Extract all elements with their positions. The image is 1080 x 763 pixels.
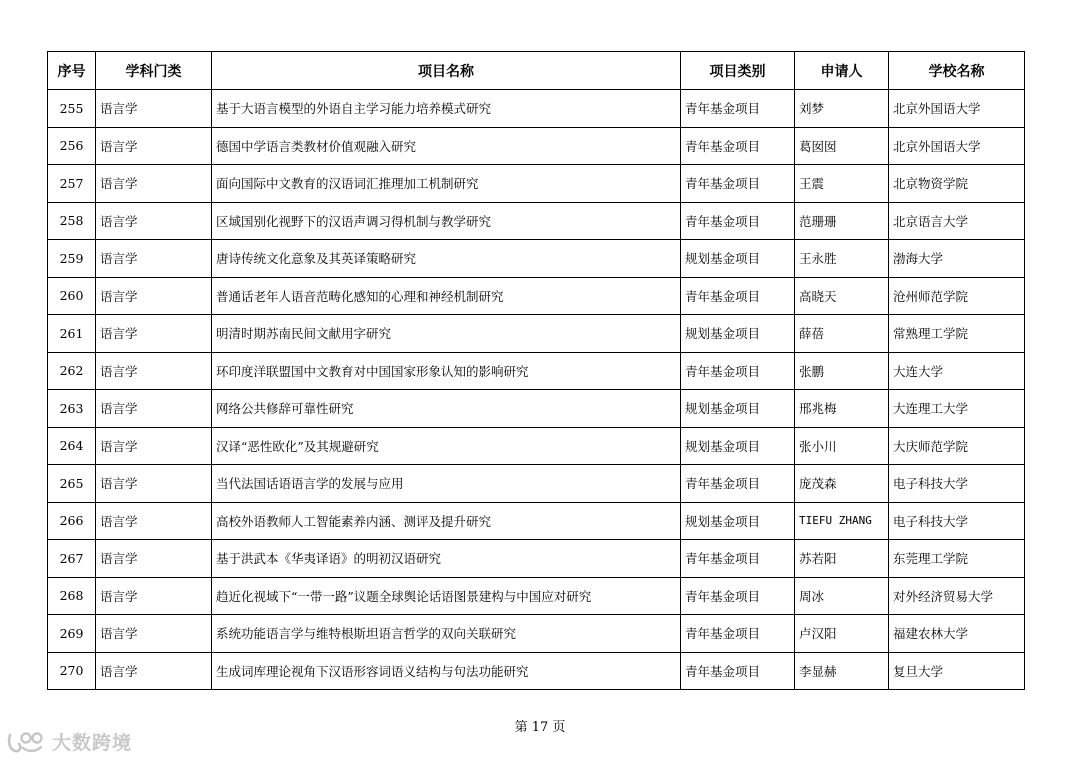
cell-seq: 259 [48, 240, 96, 278]
table-row [48, 427, 1025, 465]
cell-project-category: 青年基金项目 [681, 165, 795, 203]
cell-school-name: 大连理工大学 [889, 390, 1025, 428]
cell-seq: 270 [48, 652, 96, 690]
cell-seq: 257 [48, 165, 96, 203]
header-school-name: 学校名称 [889, 52, 1025, 90]
cell-applicant: 周冰 [795, 577, 889, 615]
table-row [48, 390, 1025, 428]
table-row [48, 652, 1025, 690]
header-discipline: 学科门类 [96, 52, 212, 90]
cell-project-category: 青年基金项目 [681, 352, 795, 390]
cell-school-name: 东莞理工学院 [889, 540, 1025, 578]
cell-project-category: 青年基金项目 [681, 652, 795, 690]
cell-applicant: 葛囡囡 [795, 127, 889, 165]
cell-seq: 260 [48, 277, 96, 315]
cell-school-name: 大连大学 [889, 352, 1025, 390]
cell-discipline: 语言学 [96, 465, 212, 503]
cell-school-name: 沧州师范学院 [889, 277, 1025, 315]
cell-applicant: 薛蓓 [795, 315, 889, 353]
header-project-name: 项目名称 [212, 52, 681, 90]
cell-school-name: 北京外国语大学 [889, 127, 1025, 165]
cell-discipline: 语言学 [96, 615, 212, 653]
watermark-text: 大数跨境 [52, 732, 133, 754]
header-applicant: 申请人 [795, 52, 889, 90]
table-body [48, 90, 1025, 690]
cell-seq: 255 [48, 90, 96, 128]
watermark [6, 728, 132, 755]
table-row [48, 202, 1025, 240]
cell-project-category: 青年基金项目 [681, 465, 795, 503]
cell-project-name: 当代法国话语语言学的发展与应用 [212, 465, 681, 503]
cell-discipline: 语言学 [96, 202, 212, 240]
cell-seq: 262 [48, 352, 96, 390]
cell-project-name: 环印度洋联盟国中文教育对中国国家形象认知的影响研究 [212, 352, 681, 390]
cell-school-name: 电子科技大学 [889, 465, 1025, 503]
cell-project-category: 青年基金项目 [681, 540, 795, 578]
cell-applicant: 邢兆梅 [795, 390, 889, 428]
cell-discipline: 语言学 [96, 315, 212, 353]
cell-seq: 267 [48, 540, 96, 578]
table-row [48, 577, 1025, 615]
table-row [48, 540, 1025, 578]
cell-project-category: 青年基金项目 [681, 127, 795, 165]
cell-discipline: 语言学 [96, 127, 212, 165]
cell-seq: 263 [48, 390, 96, 428]
cell-project-name: 汉译“恶性欧化”及其规避研究 [212, 427, 681, 465]
cell-applicant: 王永胜 [795, 240, 889, 278]
cell-discipline: 语言学 [96, 240, 212, 278]
cell-project-category: 规划基金项目 [681, 390, 795, 428]
cell-discipline: 语言学 [96, 652, 212, 690]
cell-applicant: 苏若阳 [795, 540, 889, 578]
cell-project-name: 面向国际中文教育的汉语词汇推理加工机制研究 [212, 165, 681, 203]
cell-project-category: 青年基金项目 [681, 615, 795, 653]
cell-school-name: 福建农林大学 [889, 615, 1025, 653]
cell-project-category: 规划基金项目 [681, 502, 795, 540]
cell-project-name: 系统功能语言学与维特根斯坦语言哲学的双向关联研究 [212, 615, 681, 653]
cell-applicant: 范珊珊 [795, 202, 889, 240]
cell-seq: 258 [48, 202, 96, 240]
cell-discipline: 语言学 [96, 165, 212, 203]
cell-discipline: 语言学 [96, 90, 212, 128]
brand-logo-icon [6, 729, 46, 755]
cell-project-name: 网络公共修辞可靠性研究 [212, 390, 681, 428]
table-row [48, 240, 1025, 278]
cell-seq: 266 [48, 502, 96, 540]
cell-discipline: 语言学 [96, 427, 212, 465]
cell-school-name: 渤海大学 [889, 240, 1025, 278]
cell-seq: 265 [48, 465, 96, 503]
project-list-table [47, 51, 1025, 690]
cell-applicant: 卢汉阳 [795, 615, 889, 653]
cell-seq: 269 [48, 615, 96, 653]
cell-school-name: 对外经济贸易大学 [889, 577, 1025, 615]
cell-applicant: 张小川 [795, 427, 889, 465]
cell-applicant: 刘梦 [795, 90, 889, 128]
cell-project-category: 规划基金项目 [681, 427, 795, 465]
table-row [48, 615, 1025, 653]
cell-seq: 256 [48, 127, 96, 165]
cell-school-name: 常熟理工学院 [889, 315, 1025, 353]
cell-applicant: 高晓天 [795, 277, 889, 315]
table-row [48, 502, 1025, 540]
cell-project-name: 普通话老年人语音范畴化感知的心理和神经机制研究 [212, 277, 681, 315]
table-row [48, 90, 1025, 128]
cell-applicant: TIEFU ZHANG [795, 502, 889, 540]
cell-project-name: 德国中学语言类教材价值观融入研究 [212, 127, 681, 165]
cell-school-name: 北京物资学院 [889, 165, 1025, 203]
cell-discipline: 语言学 [96, 502, 212, 540]
cell-school-name: 北京外国语大学 [889, 90, 1025, 128]
table-row [48, 465, 1025, 503]
cell-seq: 268 [48, 577, 96, 615]
table-header-row [48, 52, 1025, 90]
cell-applicant: 李显赫 [795, 652, 889, 690]
cell-applicant: 张鹏 [795, 352, 889, 390]
cell-project-category: 规划基金项目 [681, 315, 795, 353]
cell-project-category: 青年基金项目 [681, 202, 795, 240]
cell-discipline: 语言学 [96, 390, 212, 428]
cell-project-name: 基于大语言模型的外语自主学习能力培养模式研究 [212, 90, 681, 128]
cell-project-name: 高校外语教师人工智能素养内涵、测评及提升研究 [212, 502, 681, 540]
cell-discipline: 语言学 [96, 577, 212, 615]
table-row [48, 315, 1025, 353]
cell-discipline: 语言学 [96, 540, 212, 578]
cell-seq: 261 [48, 315, 96, 353]
table-row [48, 127, 1025, 165]
header-seq: 序号 [48, 52, 96, 90]
cell-project-name: 区域国别化视野下的汉语声调习得机制与教学研究 [212, 202, 681, 240]
cell-project-name: 趋近化视域下“一带一路”议题全球舆论话语图景建构与中国应对研究 [212, 577, 681, 615]
cell-applicant: 庞茂森 [795, 465, 889, 503]
cell-applicant: 王震 [795, 165, 889, 203]
cell-project-category: 青年基金项目 [681, 90, 795, 128]
cell-project-name: 基于洪武本《华夷译语》的明初汉语研究 [212, 540, 681, 578]
cell-project-category: 青年基金项目 [681, 277, 795, 315]
table-row [48, 277, 1025, 315]
cell-school-name: 北京语言大学 [889, 202, 1025, 240]
cell-discipline: 语言学 [96, 277, 212, 315]
page-number: 第 17 页 [514, 720, 566, 735]
cell-discipline: 语言学 [96, 352, 212, 390]
table-row [48, 165, 1025, 203]
table-row [48, 352, 1025, 390]
cell-seq: 264 [48, 427, 96, 465]
cell-project-category: 青年基金项目 [681, 577, 795, 615]
cell-school-name: 复旦大学 [889, 652, 1025, 690]
cell-school-name: 电子科技大学 [889, 502, 1025, 540]
cell-project-name: 明清时期苏南民间文献用字研究 [212, 315, 681, 353]
cell-project-category: 规划基金项目 [681, 240, 795, 278]
cell-school-name: 大庆师范学院 [889, 427, 1025, 465]
cell-project-name: 唐诗传统文化意象及其英译策略研究 [212, 240, 681, 278]
cell-project-name: 生成词库理论视角下汉语形容词语义结构与句法功能研究 [212, 652, 681, 690]
header-project-category: 项目类别 [681, 52, 795, 90]
